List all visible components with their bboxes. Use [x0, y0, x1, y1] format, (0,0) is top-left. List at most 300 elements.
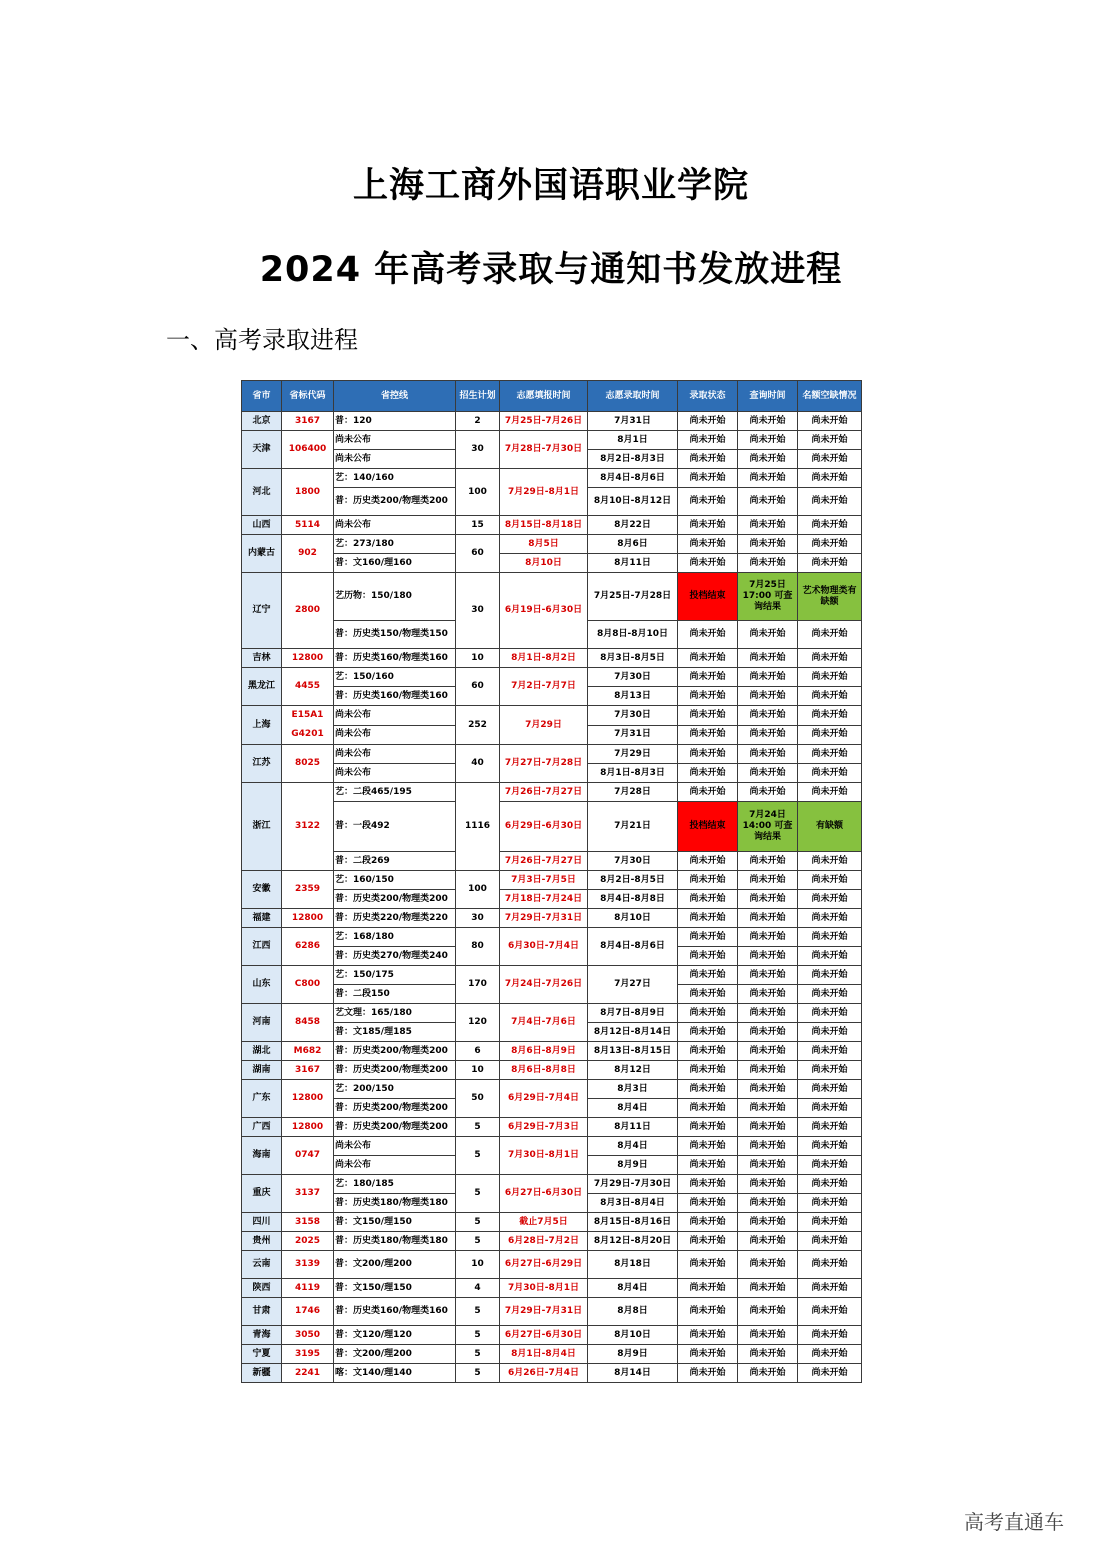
table-row — [242, 412, 862, 431]
admission-time-cell: 8月9日 — [588, 1156, 678, 1175]
province-cell: 上海 — [242, 706, 282, 745]
table-row — [242, 469, 862, 488]
query-time-cell: 尚未开始 — [738, 1023, 798, 1042]
province-cell: 天津 — [242, 431, 282, 469]
table-row — [242, 1080, 862, 1099]
fill-time-cell: 7月29日-8月1日 — [500, 469, 588, 516]
plan-cell: 2 — [456, 412, 500, 431]
province-cell: 广东 — [242, 1080, 282, 1118]
vacancy-cell: 尚未开始 — [798, 431, 862, 450]
province-cell: 河南 — [242, 1004, 282, 1042]
status-cell: 尚未开始 — [678, 1345, 738, 1364]
status-cell: 尚未开始 — [678, 1042, 738, 1061]
control-line-cell: 普：文200/理200 — [334, 1251, 456, 1279]
admission-time-cell: 8月18日 — [588, 1251, 678, 1279]
status-cell: 尚未开始 — [678, 1137, 738, 1156]
province-cell: 江苏 — [242, 745, 282, 783]
plan-cell: 5 — [456, 1213, 500, 1232]
status-cell: 尚未开始 — [678, 706, 738, 726]
province-cell: 青海 — [242, 1326, 282, 1345]
query-time-cell: 尚未开始 — [738, 1118, 798, 1137]
table-row — [242, 668, 862, 687]
status-cell: 尚未开始 — [678, 1298, 738, 1326]
query-time-cell: 尚未开始 — [738, 668, 798, 687]
query-time-cell: 尚未开始 — [738, 1364, 798, 1383]
status-cell: 尚未开始 — [678, 450, 738, 469]
control-line-cell: 普：历史类200/物理类200 — [334, 1042, 456, 1061]
status-cell: 尚未开始 — [678, 764, 738, 783]
status-cell: 尚未开始 — [678, 649, 738, 668]
status-cell: 尚未开始 — [678, 1213, 738, 1232]
admission-time-cell: 8月3日-8月4日 — [588, 1194, 678, 1213]
province-code-cell: 106400 — [282, 431, 334, 469]
province-code-cell: 2800 — [282, 573, 334, 649]
status-cell: 尚未开始 — [678, 890, 738, 909]
plan-cell: 10 — [456, 1061, 500, 1080]
status-cell: 尚未开始 — [678, 412, 738, 431]
status-cell: 投档结束 — [678, 802, 738, 852]
admission-time-cell: 7月31日 — [588, 725, 678, 745]
table-row — [242, 1042, 862, 1061]
control-line-cell: 艺历物：150/180 — [334, 573, 456, 621]
header-code: 省标代码 — [282, 381, 334, 412]
query-time-cell: 尚未开始 — [738, 764, 798, 783]
province-code-cell: 12800 — [282, 1080, 334, 1118]
status-cell: 尚未开始 — [678, 745, 738, 764]
control-line-cell: 普：一段492 — [334, 802, 456, 852]
province-code-cell: 3167 — [282, 412, 334, 431]
query-time-cell: 尚未开始 — [738, 1326, 798, 1345]
province-cell: 宁夏 — [242, 1345, 282, 1364]
fill-time-cell: 截止7月5日 — [500, 1213, 588, 1232]
status-cell: 尚未开始 — [678, 725, 738, 745]
status-cell: 尚未开始 — [678, 1251, 738, 1279]
province-code-cell: 1746 — [282, 1298, 334, 1326]
vacancy-cell: 尚未开始 — [798, 668, 862, 687]
plan-cell: 30 — [456, 573, 500, 649]
admission-time-cell: 7月27日 — [588, 966, 678, 1004]
control-line-cell: 喀：文140/理140 — [334, 1364, 456, 1383]
vacancy-cell: 尚未开始 — [798, 909, 862, 928]
vacancy-cell: 尚未开始 — [798, 706, 862, 726]
status-cell: 尚未开始 — [678, 1279, 738, 1298]
vacancy-cell: 尚未开始 — [798, 649, 862, 668]
admission-time-cell: 8月8日 — [588, 1298, 678, 1326]
admission-time-cell: 7月29日 — [588, 745, 678, 764]
query-time-cell: 尚未开始 — [738, 1279, 798, 1298]
table-row — [242, 1118, 862, 1137]
query-time-cell: 尚未开始 — [738, 412, 798, 431]
query-time-cell: 尚未开始 — [738, 909, 798, 928]
table-row — [242, 535, 862, 554]
vacancy-cell: 尚未开始 — [798, 1042, 862, 1061]
province-cell: 山东 — [242, 966, 282, 1004]
province-cell: 福建 — [242, 909, 282, 928]
vacancy-cell: 尚未开始 — [798, 1298, 862, 1326]
plan-cell: 5 — [456, 1232, 500, 1251]
plan-cell: 5 — [456, 1298, 500, 1326]
vacancy-cell: 尚未开始 — [798, 687, 862, 706]
status-cell: 尚未开始 — [678, 1061, 738, 1080]
plan-cell: 120 — [456, 1004, 500, 1042]
table-row — [242, 1004, 862, 1023]
admission-time-cell: 8月7日-8月9日 — [588, 1004, 678, 1023]
admission-time-cell: 8月10日-8月12日 — [588, 488, 678, 516]
table-row — [242, 909, 862, 928]
fill-time-cell: 6月27日-6月30日 — [500, 1175, 588, 1213]
vacancy-cell: 尚未开始 — [798, 516, 862, 535]
admission-time-cell: 8月12日-8月14日 — [588, 1023, 678, 1042]
province-cell: 贵州 — [242, 1232, 282, 1251]
province-code-cell: 8458 — [282, 1004, 334, 1042]
vacancy-cell: 尚未开始 — [798, 783, 862, 802]
header-query-time: 查询时间 — [738, 381, 798, 412]
province-cell: 浙江 — [242, 783, 282, 871]
table-row — [242, 745, 862, 764]
province-code-cell: 1800 — [282, 469, 334, 516]
status-cell: 尚未开始 — [678, 488, 738, 516]
vacancy-cell: 尚未开始 — [798, 966, 862, 985]
vacancy-cell: 有缺额 — [798, 802, 862, 852]
control-line-cell: 艺：273/180 — [334, 535, 456, 554]
control-line-cell: 艺：150/160 — [334, 668, 456, 687]
plan-cell: 252 — [456, 706, 500, 745]
plan-cell: 1116 — [456, 783, 500, 871]
admission-time-cell: 8月13日 — [588, 687, 678, 706]
header-province: 省市 — [242, 381, 282, 412]
fill-time-cell: 6月29日-6月30日 — [500, 802, 588, 852]
vacancy-cell: 尚未开始 — [798, 412, 862, 431]
query-time-cell: 尚未开始 — [738, 488, 798, 516]
query-time-cell: 尚未开始 — [738, 450, 798, 469]
vacancy-cell: 尚未开始 — [798, 450, 862, 469]
vacancy-cell: 尚未开始 — [798, 1118, 862, 1137]
province-cell: 四川 — [242, 1213, 282, 1232]
plan-cell: 4 — [456, 1279, 500, 1298]
province-cell: 河北 — [242, 469, 282, 516]
admission-time-cell: 7月30日 — [588, 706, 678, 726]
status-cell: 尚未开始 — [678, 516, 738, 535]
province-code-cell: 5114 — [282, 516, 334, 535]
plan-cell: 30 — [456, 431, 500, 469]
fill-time-cell: 8月6日-8月8日 — [500, 1061, 588, 1080]
province-code-cell: C800 — [282, 966, 334, 1004]
province-code-cell: 3050 — [282, 1326, 334, 1345]
plan-cell: 5 — [456, 1175, 500, 1213]
control-line-cell: 普：120 — [334, 412, 456, 431]
vacancy-cell: 尚未开始 — [798, 1175, 862, 1194]
table-row — [242, 706, 862, 726]
status-cell: 尚未开始 — [678, 947, 738, 966]
query-time-cell: 尚未开始 — [738, 1099, 798, 1118]
status-cell: 尚未开始 — [678, 1023, 738, 1042]
query-time-cell: 尚未开始 — [738, 890, 798, 909]
province-code-cell: 3137 — [282, 1175, 334, 1213]
province-code-cell: 902 — [282, 535, 334, 573]
province-cell: 黑龙江 — [242, 668, 282, 706]
section-heading: 一、高考录取进程 — [166, 326, 358, 354]
admission-time-cell: 8月14日 — [588, 1364, 678, 1383]
control-line-cell: 普：历史类200/物理类200 — [334, 1118, 456, 1137]
query-time-cell: 尚未开始 — [738, 687, 798, 706]
control-line-cell: 普：历史类270/物理类240 — [334, 947, 456, 966]
plan-cell: 170 — [456, 966, 500, 1004]
query-time-cell: 尚未开始 — [738, 469, 798, 488]
query-time-cell: 尚未开始 — [738, 554, 798, 573]
plan-cell: 5 — [456, 1326, 500, 1345]
plan-cell: 5 — [456, 1364, 500, 1383]
province-cell: 山西 — [242, 516, 282, 535]
vacancy-cell: 尚未开始 — [798, 1213, 862, 1232]
status-cell: 尚未开始 — [678, 621, 738, 649]
province-cell: 辽宁 — [242, 573, 282, 649]
query-time-cell: 尚未开始 — [738, 1137, 798, 1156]
province-cell: 甘肃 — [242, 1298, 282, 1326]
header-status: 录取状态 — [678, 381, 738, 412]
query-time-cell: 7月25日 17:00 可查询结果 — [738, 573, 798, 621]
province-code-cell: 6286 — [282, 928, 334, 966]
control-line-cell: 普：文150/理150 — [334, 1213, 456, 1232]
vacancy-cell: 尚未开始 — [798, 1364, 862, 1383]
control-line-cell: 普：文160/理160 — [334, 554, 456, 573]
control-line-cell: 普：历史类200/物理类200 — [334, 890, 456, 909]
fill-time-cell: 6月27日-6月30日 — [500, 1326, 588, 1345]
header-admission-time: 志愿录取时间 — [588, 381, 678, 412]
admission-time-cell: 8月10日 — [588, 909, 678, 928]
province-cell: 重庆 — [242, 1175, 282, 1213]
vacancy-cell: 尚未开始 — [798, 745, 862, 764]
table-row — [242, 1213, 862, 1232]
status-cell: 投档结束 — [678, 573, 738, 621]
query-time-cell: 尚未开始 — [738, 985, 798, 1004]
status-cell: 尚未开始 — [678, 554, 738, 573]
plan-cell: 40 — [456, 745, 500, 783]
admission-time-cell: 8月2日-8月3日 — [588, 450, 678, 469]
status-cell: 尚未开始 — [678, 1364, 738, 1383]
table-row — [242, 1279, 862, 1298]
admission-time-cell: 8月13日-8月15日 — [588, 1042, 678, 1061]
control-line-cell: 普：历史类160/物理类160 — [334, 649, 456, 668]
query-time-cell: 尚未开始 — [738, 1004, 798, 1023]
status-cell: 尚未开始 — [678, 687, 738, 706]
vacancy-cell: 尚未开始 — [798, 469, 862, 488]
query-time-cell: 尚未开始 — [738, 966, 798, 985]
query-time-cell: 尚未开始 — [738, 1251, 798, 1279]
province-cell: 安徽 — [242, 871, 282, 909]
query-time-cell: 尚未开始 — [738, 1298, 798, 1326]
table-row — [242, 1061, 862, 1080]
admission-time-cell: 8月4日 — [588, 1279, 678, 1298]
control-line-cell: 尚未公布 — [334, 1137, 456, 1156]
header-control-line: 省控线 — [334, 381, 456, 412]
admission-time-cell: 8月11日 — [588, 1118, 678, 1137]
table-row — [242, 1232, 862, 1251]
admission-time-cell: 8月22日 — [588, 516, 678, 535]
fill-time-cell: 6月19日-6月30日 — [500, 573, 588, 649]
province-code: G4201 — [291, 729, 324, 739]
table-row — [242, 1137, 862, 1156]
plan-cell: 10 — [456, 1251, 500, 1279]
admission-time-cell: 8月4日 — [588, 1099, 678, 1118]
province-code-cell: M682 — [282, 1042, 334, 1061]
plan-cell: 100 — [456, 871, 500, 909]
query-time-cell: 7月24日 14:00 可查询结果 — [738, 802, 798, 852]
province-cell: 吉林 — [242, 649, 282, 668]
admission-time-cell: 8月4日-8月6日 — [588, 928, 678, 966]
control-line-cell: 尚未公布 — [334, 431, 456, 450]
plan-cell: 60 — [456, 668, 500, 706]
vacancy-cell: 尚未开始 — [798, 1080, 862, 1099]
province-code-cell: 3158 — [282, 1213, 334, 1232]
plan-cell: 10 — [456, 649, 500, 668]
query-time-cell: 尚未开始 — [738, 516, 798, 535]
query-time-cell: 尚未开始 — [738, 535, 798, 554]
table-row — [242, 516, 862, 535]
control-line-cell: 尚未公布 — [334, 745, 456, 764]
admission-time-cell: 7月25日-7月28日 — [588, 573, 678, 621]
query-time-cell: 尚未开始 — [738, 621, 798, 649]
province-code-cell — [282, 706, 334, 745]
fill-time-cell: 7月29日 — [500, 706, 588, 745]
status-cell: 尚未开始 — [678, 1175, 738, 1194]
status-cell: 尚未开始 — [678, 1118, 738, 1137]
plan-cell: 5 — [456, 1137, 500, 1175]
admission-time-cell: 8月15日-8月16日 — [588, 1213, 678, 1232]
table-row — [242, 573, 862, 621]
control-line-cell: 艺：二段465/195 — [334, 783, 456, 802]
admission-time-cell: 8月4日-8月6日 — [588, 469, 678, 488]
table-row — [242, 554, 862, 573]
table-row — [242, 871, 862, 890]
vacancy-cell: 尚未开始 — [798, 488, 862, 516]
vacancy-cell: 尚未开始 — [798, 621, 862, 649]
admission-time-cell: 8月10日 — [588, 1326, 678, 1345]
plan-cell: 5 — [456, 1345, 500, 1364]
fill-time-cell: 6月30日-7月4日 — [500, 928, 588, 966]
table-row — [242, 783, 862, 802]
fill-time-cell: 8月1日-8月4日 — [500, 1345, 588, 1364]
fill-time-cell: 7月3日-7月5日 — [500, 871, 588, 890]
fill-time-cell: 7月30日-8月1日 — [500, 1137, 588, 1175]
fill-time-cell: 6月29日-7月4日 — [500, 1080, 588, 1118]
admission-time-cell: 8月3日-8月5日 — [588, 649, 678, 668]
query-time-cell: 尚未开始 — [738, 431, 798, 450]
control-line-cell: 普：文185/理185 — [334, 1023, 456, 1042]
plan-cell: 30 — [456, 909, 500, 928]
control-line-cell: 艺：160/150 — [334, 871, 456, 890]
status-cell: 尚未开始 — [678, 985, 738, 1004]
fill-time-cell: 8月15日-8月18日 — [500, 516, 588, 535]
vacancy-cell: 尚未开始 — [798, 985, 862, 1004]
control-line-cell: 尚未公布 — [334, 1156, 456, 1175]
province-code-cell: 4455 — [282, 668, 334, 706]
province-cell: 江西 — [242, 928, 282, 966]
query-time-cell: 尚未开始 — [738, 725, 798, 745]
vacancy-cell: 尚未开始 — [798, 947, 862, 966]
fill-time-cell: 7月2日-7月7日 — [500, 668, 588, 706]
admission-time-cell: 8月9日 — [588, 1345, 678, 1364]
table-header-row — [242, 381, 862, 412]
plan-cell: 5 — [456, 1118, 500, 1137]
fill-time-cell: 7月24日-7月26日 — [500, 966, 588, 1004]
admission-time-cell: 8月12日 — [588, 1061, 678, 1080]
control-line-cell: 艺：200/150 — [334, 1080, 456, 1099]
fill-time-cell: 7月4日-7月6日 — [500, 1004, 588, 1042]
admission-time-cell: 7月30日 — [588, 668, 678, 687]
admission-time-cell: 8月3日 — [588, 1080, 678, 1099]
table-row — [242, 1326, 862, 1345]
control-line-cell: 普：文120/理120 — [334, 1326, 456, 1345]
fill-time-cell: 7月26日-7月27日 — [500, 783, 588, 802]
document-title: 上海工商外国语职业学院 — [352, 166, 749, 206]
fill-time-cell: 7月18日-7月24日 — [500, 890, 588, 909]
vacancy-cell: 尚未开始 — [798, 871, 862, 890]
query-time-cell: 尚未开始 — [738, 852, 798, 871]
fill-time-cell: 6月29日-7月3日 — [500, 1118, 588, 1137]
query-time-cell: 尚未开始 — [738, 871, 798, 890]
status-cell: 尚未开始 — [678, 1194, 738, 1213]
status-cell: 尚未开始 — [678, 1326, 738, 1345]
fill-time-cell: 6月28日-7月2日 — [500, 1232, 588, 1251]
admission-time-cell: 7月31日 — [588, 412, 678, 431]
plan-cell: 80 — [456, 928, 500, 966]
province-code-cell: 12800 — [282, 1118, 334, 1137]
query-time-cell: 尚未开始 — [738, 1194, 798, 1213]
control-line-cell: 普：历史类180/物理类180 — [334, 1232, 456, 1251]
query-time-cell: 尚未开始 — [738, 745, 798, 764]
table-row — [242, 431, 862, 450]
vacancy-cell: 尚未开始 — [798, 1099, 862, 1118]
fill-time-cell: 7月29日-7月31日 — [500, 909, 588, 928]
fill-time-cell: 8月1日-8月2日 — [500, 649, 588, 668]
fill-time-cell: 8月10日 — [500, 554, 588, 573]
fill-time-cell: 7月26日-7月27日 — [500, 852, 588, 871]
vacancy-cell: 尚未开始 — [798, 1232, 862, 1251]
vacancy-cell: 尚未开始 — [798, 1345, 862, 1364]
query-time-cell: 尚未开始 — [738, 1213, 798, 1232]
plan-cell: 6 — [456, 1042, 500, 1061]
query-time-cell: 尚未开始 — [738, 1232, 798, 1251]
province-code-cell: 3139 — [282, 1251, 334, 1279]
document-subtitle: 2024 年高考录取与通知书发放进程 — [259, 250, 843, 290]
province-code-cell: 0747 — [282, 1137, 334, 1175]
control-line-cell: 艺：140/160 — [334, 469, 456, 488]
header-fill-time: 志愿填报时间 — [500, 381, 588, 412]
table-row — [242, 966, 862, 985]
status-cell: 尚未开始 — [678, 469, 738, 488]
admission-time-cell: 7月30日 — [588, 852, 678, 871]
vacancy-cell: 尚未开始 — [798, 1061, 862, 1080]
control-line-cell: 普：历史类160/物理类160 — [334, 1298, 456, 1326]
vacancy-cell: 尚未开始 — [798, 1326, 862, 1345]
table-row — [242, 1251, 862, 1279]
control-line-cell: 普：历史类200/物理类200 — [334, 488, 456, 516]
control-line-cell: 尚未公布 — [334, 450, 456, 469]
table-row — [242, 928, 862, 947]
plan-cell: 100 — [456, 469, 500, 516]
table-row — [242, 1364, 862, 1383]
province-cell: 陕西 — [242, 1279, 282, 1298]
province-cell: 广西 — [242, 1118, 282, 1137]
control-line-cell: 普：文150/理150 — [334, 1279, 456, 1298]
plan-cell: 15 — [456, 516, 500, 535]
province-code-cell: 8025 — [282, 745, 334, 783]
province-code-cell: 2241 — [282, 1364, 334, 1383]
province-code-cell: 3122 — [282, 783, 334, 871]
fill-time-cell: 8月6日-8月9日 — [500, 1042, 588, 1061]
vacancy-cell: 尚未开始 — [798, 725, 862, 745]
admission-time-cell: 8月1日-8月3日 — [588, 764, 678, 783]
